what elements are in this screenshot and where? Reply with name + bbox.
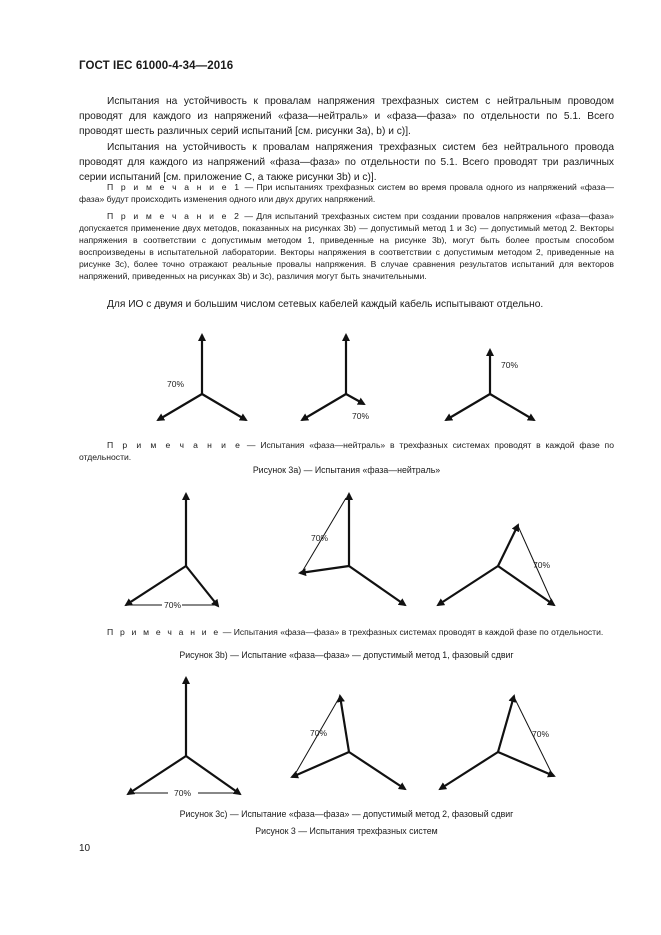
label-70-percent: 70% <box>164 600 182 610</box>
label-70-percent: 70% <box>352 411 370 421</box>
paragraph-3 <box>79 297 614 312</box>
vector-diagram-3b-3 <box>438 525 554 605</box>
note-3-text: — Испытания «фаза—нейтраль» в трехфазных системах проводят в каждой фазе по отдельности. <box>79 440 614 462</box>
paragraph-2 <box>79 140 614 185</box>
label-70-percent: 70% <box>501 360 519 370</box>
caption-figure-3b: Рисунок 3b) — Испытание «фаза—фаза» — допустимый метод 1, фазовый сдвиг <box>179 650 514 660</box>
caption-figure-3: Рисунок 3 — Испытания трехфазных систем <box>255 826 438 836</box>
figure-3a <box>0 330 661 430</box>
vector-diagram-3c-1 <box>128 678 240 798</box>
vector-diagram-3a-1 <box>158 335 246 420</box>
label-70-percent: 70% <box>167 379 185 389</box>
label-70-percent: 70% <box>174 788 192 798</box>
label-70-percent: 70% <box>310 728 328 738</box>
note-1-label: П р и м е ч а н и е 1 <box>107 182 242 192</box>
label-70-percent: 70% <box>532 729 550 739</box>
label-70-percent: 70% <box>533 560 551 570</box>
paragraph-1-text: Испытания на устойчивость к провалам напряжения трехфазных систем с нейтральным проводом проводят для каждого из напряжений «фаза—нейтраль» и «фаза—фаза» по отдельности по 5.1. Всего проводят шесть различных серий испытаний [см. рисунки 3а), b) и с)]. <box>79 96 614 137</box>
note-2 <box>79 210 614 282</box>
figure-3c <box>0 672 661 802</box>
paragraph-1 <box>79 94 614 139</box>
note-3 <box>79 439 614 463</box>
note-4-text: — Испытания «фаза—фаза» в трехфазных системах проводят в каждой фазе по отдельности. <box>220 627 604 637</box>
vector-diagram-3b-2 <box>300 494 405 605</box>
note-1 <box>79 181 614 205</box>
paragraph-3-text: Для ИО с двумя и большим числом сетевых кабелей каждый кабель испытывают отдельно. <box>107 299 544 310</box>
document-header: ГОСТ IEC 61000-4-34—2016 <box>79 60 234 72</box>
label-70-percent: 70% <box>311 533 329 543</box>
caption-figure-3a: Рисунок 3а) — Испытания «фаза—нейтраль» <box>252 465 441 475</box>
note-3-label: П р и м е ч а н и е <box>107 440 243 450</box>
note-2-text: — Для испытаний трехфазных систем при создании провалов напряжения «фаза—фаза» допускается применение двух методов, показанных на рисунках 3b) — допустимый метод 1 и 3с) — допустимый метод 2. Векторы напряжения в соответствии с допустимым методом 1, приведенные на рисунке 3b), могут быть более простым способом воспроизведены в испытательной лаборатории. Векторы напряжения в соответствии с допустимым методом 2, приведенные на рисунке 3с), более точно отражают реальные провалы напряжения. В случае сравнения результатов испытаний для векторов напряжений, приведенных на рисунках 3b) и 3с), различия могут быть значительными. <box>79 211 614 281</box>
note-4-label: П р и м е ч а н и е <box>107 627 221 637</box>
paragraph-2-text: Испытания на устойчивость к провалам напряжения трехфазных систем без нейтрального провода проводят для каждого из напряжений «фаза—фаза» по отдельности по 5.1. Всего проводят три различных серии испытаний [см. приложение С, а также рисунки 3b) и с)]. <box>79 142 614 183</box>
page-number: 10 <box>79 843 91 854</box>
vector-diagram-3b-1 <box>126 494 218 610</box>
note-2-label: П р и м е ч а н и е 2 <box>107 211 242 221</box>
caption-figure-3c: Рисунок 3с) — Испытание «фаза—фаза» — допустимый метод 2, фазовый сдвиг <box>179 809 514 819</box>
note-4 <box>79 626 614 638</box>
vector-diagram-3c-3 <box>440 696 554 789</box>
figure-3b <box>0 488 661 612</box>
note-1-text: — При испытаниях трехфазных систем во время провала одного из напряжений «фаза—фаза» будут происходить изменения одного или двух других напряжений. <box>79 182 614 204</box>
vector-diagram-3a-3 <box>446 350 534 420</box>
vector-diagram-3a-2 <box>302 335 369 421</box>
vector-diagram-3c-2 <box>292 696 405 789</box>
